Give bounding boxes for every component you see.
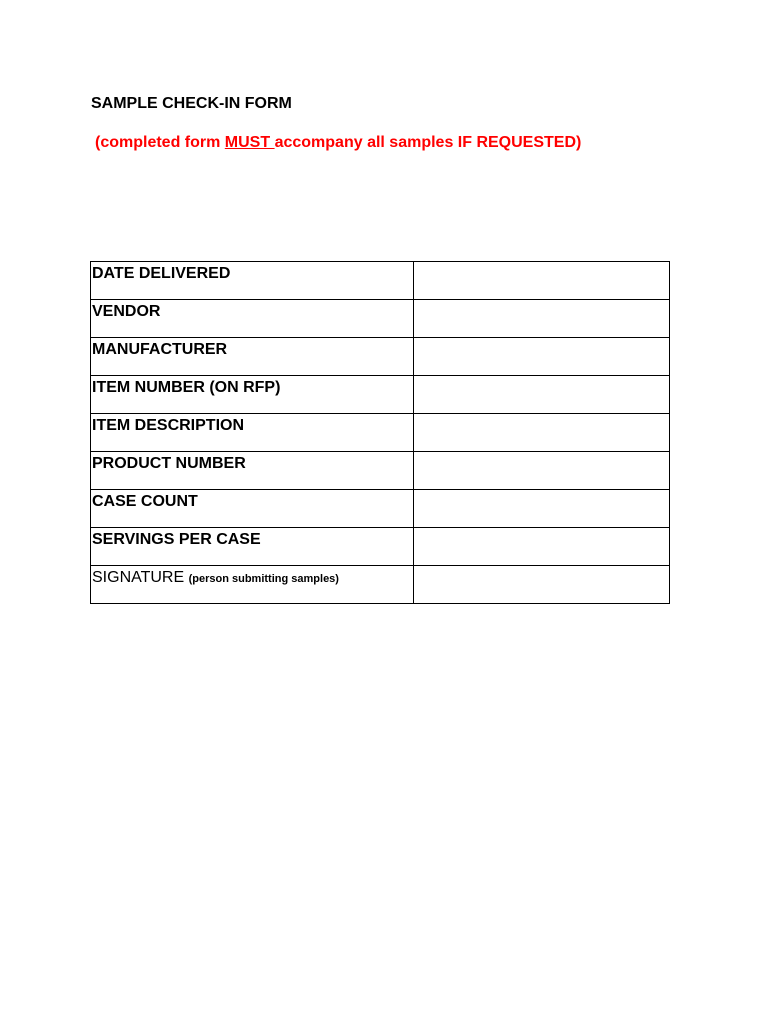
signature-label [91,566,413,587]
form-notice [95,134,581,152]
notice-rest-text: accompany all samples IF REQUESTED) [274,134,582,151]
form-title: SAMPLE CHECK-IN FORM [91,95,292,112]
table-row [91,528,670,566]
table-row [91,338,670,376]
table-row [91,566,670,604]
item-number-label-cell [91,376,414,414]
signature-note: (person submitting samples) [188,573,339,585]
table-row [91,376,670,414]
vendor-label: VENDOR [92,303,161,320]
product-number-field[interactable] [414,452,670,490]
product-number-label-cell [91,452,414,490]
date-delivered-label-cell [91,262,414,300]
manufacturer-label: MANUFACTURER [92,341,228,358]
table-row [91,262,670,300]
signature-label-text: SIGNATURE [92,569,185,586]
manufacturer-field[interactable] [414,338,670,376]
item-number-field[interactable] [414,376,670,414]
notice-open-text: (completed form [95,134,225,151]
signature-label-cell [91,566,414,604]
product-number-label: PRODUCT NUMBER [92,455,246,472]
servings-per-case-label: SERVINGS PER CASE [92,531,261,548]
table-row [91,414,670,452]
date-delivered-label: DATE DELIVERED [92,265,231,282]
table-row [91,452,670,490]
table-row [91,490,670,528]
date-delivered-field[interactable] [414,262,670,300]
notice-emphasis-text: MUST [224,134,275,151]
case-count-field[interactable] [414,490,670,528]
table-row [91,300,670,338]
servings-per-case-label-cell [91,528,414,566]
vendor-label-cell [91,300,414,338]
check-in-table [90,261,670,604]
manufacturer-label-cell [91,338,414,376]
signature-field[interactable] [414,566,670,604]
item-description-field[interactable] [414,414,670,452]
item-description-label: ITEM DESCRIPTION [92,417,245,434]
item-number-label: ITEM NUMBER (ON RFP) [92,379,281,396]
case-count-label-cell [91,490,414,528]
case-count-label: CASE COUNT [92,493,198,510]
vendor-field[interactable] [414,300,670,338]
servings-per-case-field[interactable] [414,528,670,566]
item-description-label-cell [91,414,414,452]
